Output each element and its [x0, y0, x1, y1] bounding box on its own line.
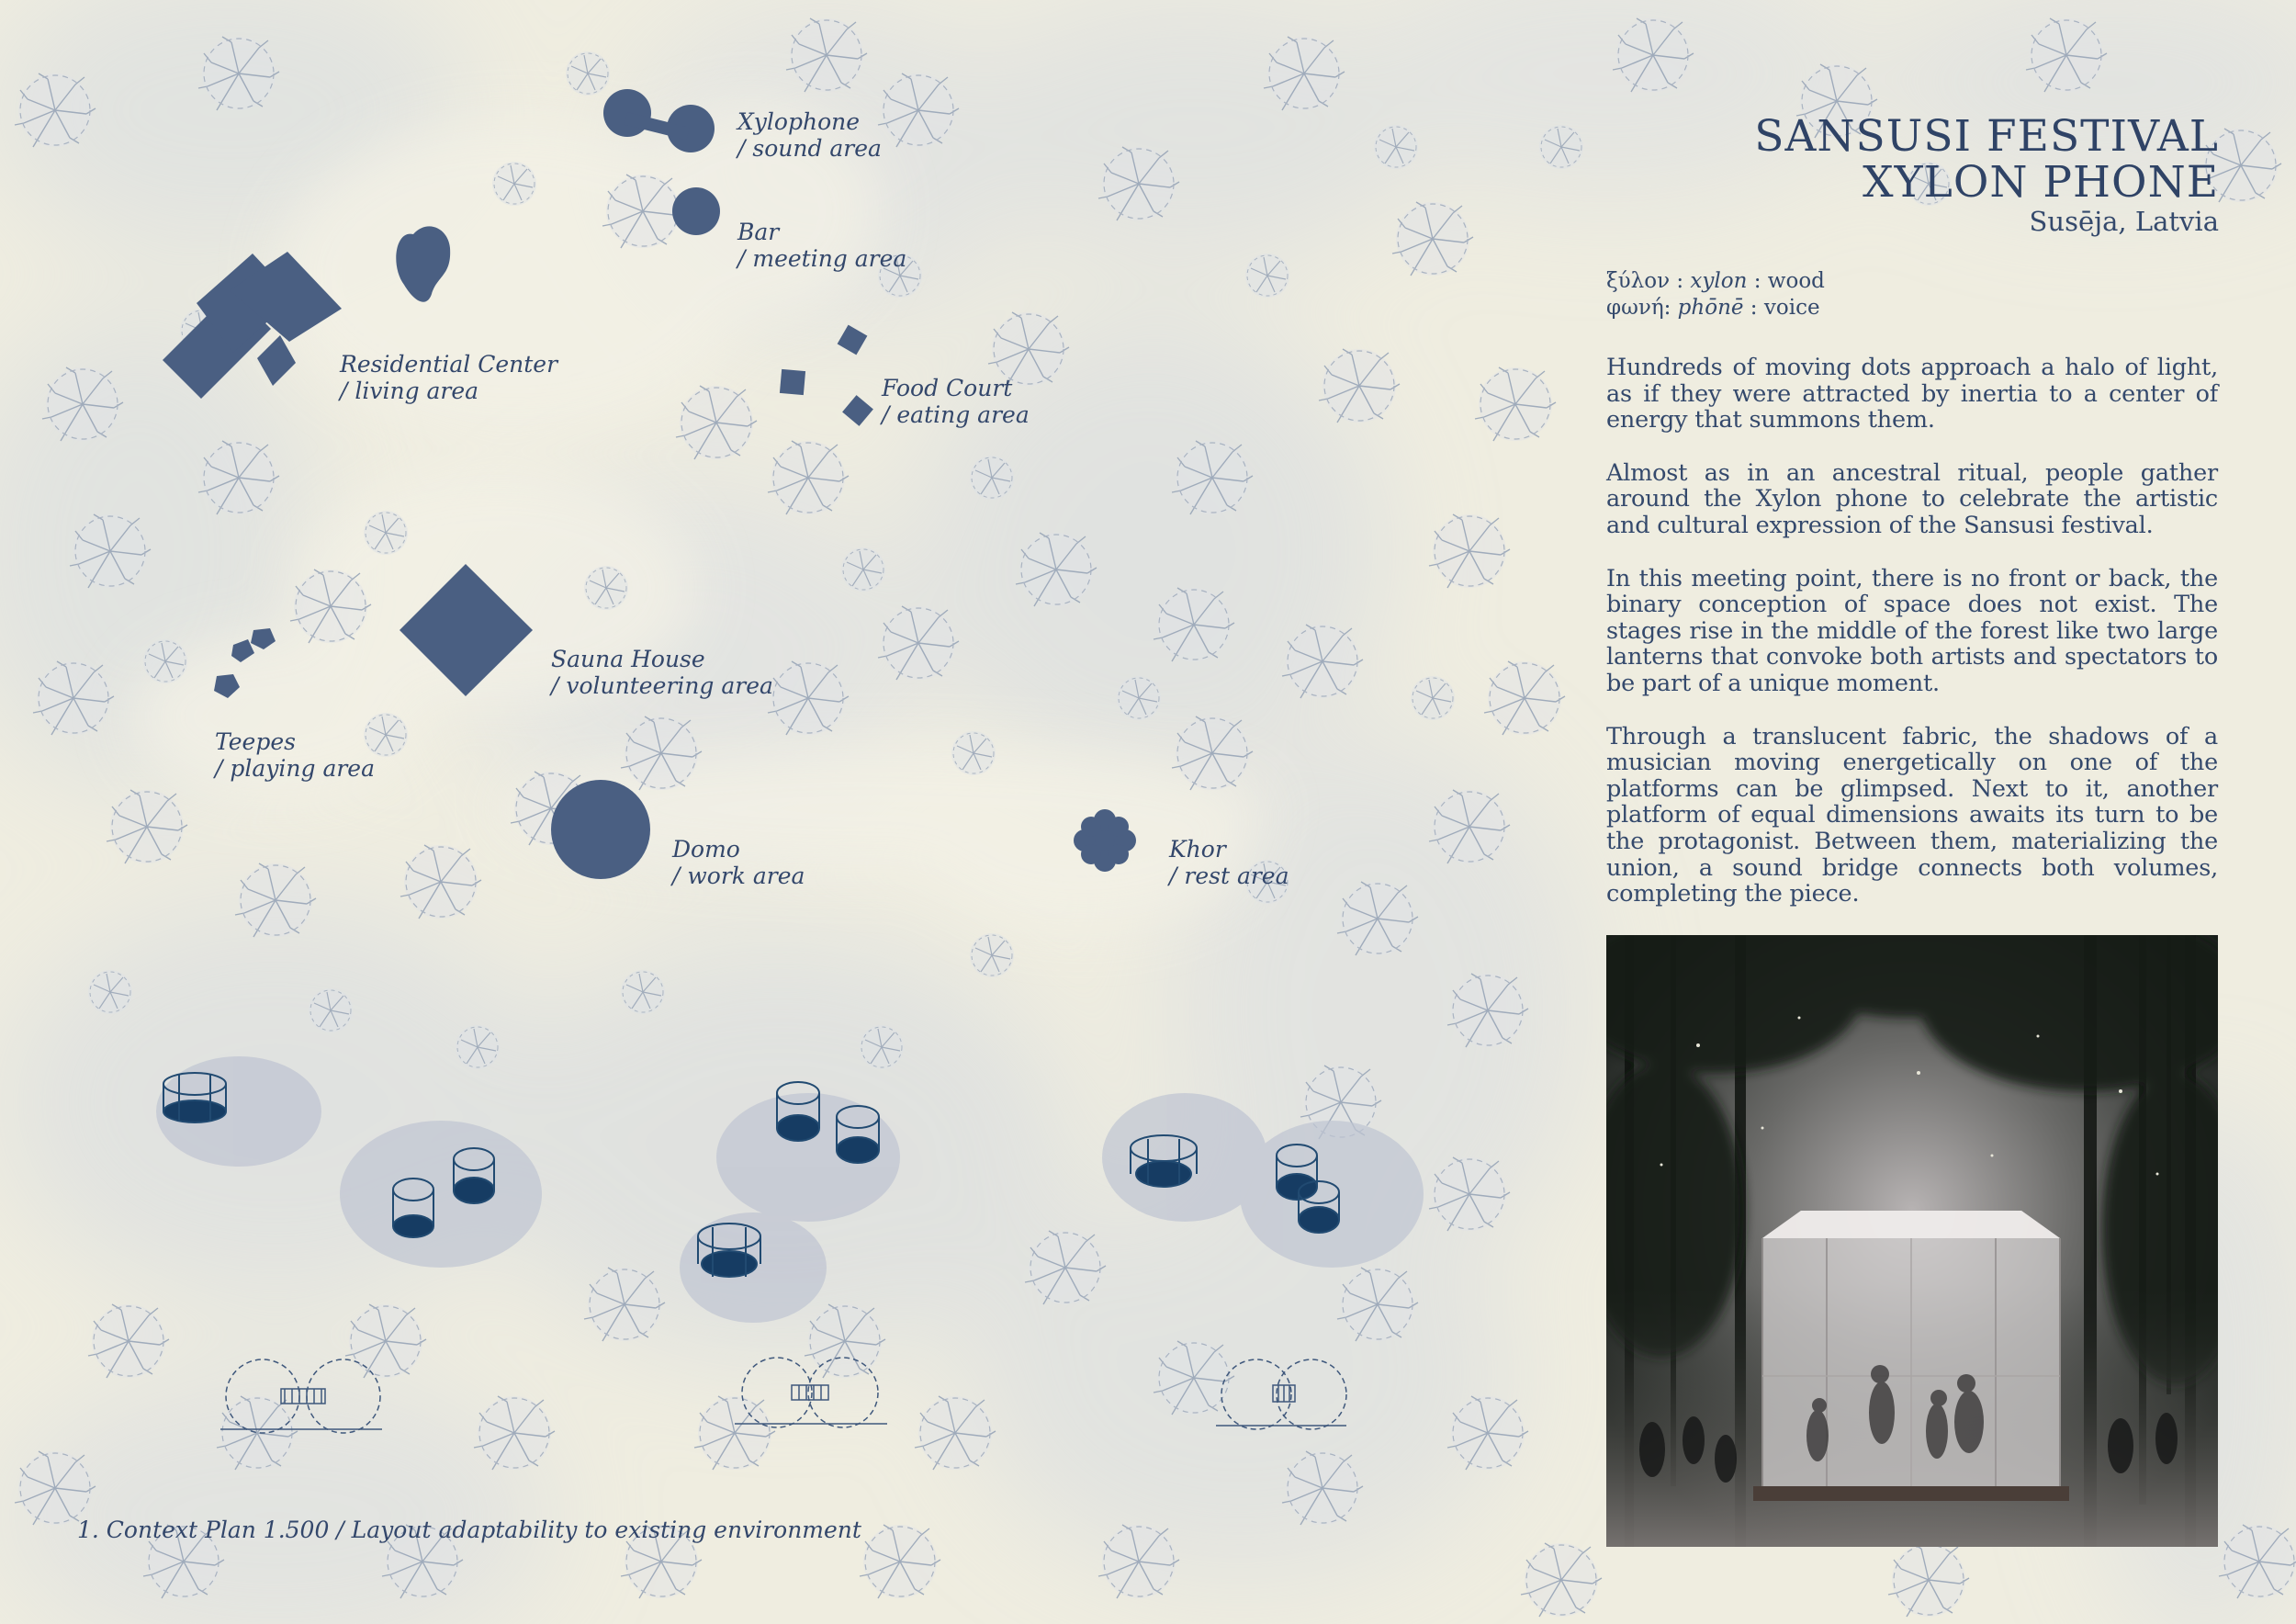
title-line-2: XYLON PHONE [1863, 157, 2219, 208]
bar-shape [672, 187, 720, 235]
label-residential-area: / living area [340, 378, 479, 404]
label-bar-area: / meeting area [737, 245, 907, 272]
title-line-1: SANSUSI FESTIVAL [1754, 111, 2219, 162]
location: Susēja, Latvia [2029, 206, 2219, 237]
title-block [1754, 111, 2219, 237]
label-food-court [882, 375, 1030, 428]
label-bar-name: Bar [737, 219, 780, 245]
label-bar [737, 219, 906, 272]
etymology-greek: φωνή: [1606, 296, 1671, 320]
lantern-render-image [1606, 935, 2218, 1547]
label-domo-area: / work area [672, 863, 805, 889]
label-food-court-area: / eating area [882, 401, 1030, 428]
etymology-meaning: : voice [1743, 296, 1820, 320]
label-khor [1169, 836, 1289, 889]
paragraph-4: Through a translucent fabric, the shadows of a musician moving energetically on one of the platforms can be glimpsed. Next to it, another platform of equal dimensions awaits its turn to be the protagonist. Between them, materializing the union, a sound bridge connects both volumes, completing the piece. [1606, 722, 2218, 908]
etymology-translit: xylon [1683, 269, 1748, 293]
label-teepes-area: / playing area [215, 755, 375, 782]
etymology [1606, 268, 1825, 321]
label-xylophone-name: Xylophone [737, 108, 861, 135]
domo-shape [551, 780, 650, 879]
etymology-greek: ξύλον : [1606, 269, 1684, 293]
label-residential-name: Residential Center [340, 351, 558, 378]
label-food-court-name: Food Court [882, 375, 1013, 401]
label-domo-name: Domo [672, 836, 740, 863]
etymology-xylon [1606, 268, 1825, 295]
paragraph-3: In this meeting point, there is no front or back, the binary conception of space does not exist. The stages rise in the middle of the forest like two large lanterns that convoke both artists and spectators to be part of a unique moment. [1606, 564, 2218, 697]
etymology-translit: phōnē [1671, 296, 1744, 320]
label-teepes [215, 728, 375, 782]
label-xylophone-area: / sound area [737, 135, 882, 162]
etymology-phone [1606, 295, 1825, 321]
label-khor-area: / rest area [1169, 863, 1289, 889]
etymology-meaning: : wood [1747, 269, 1825, 293]
paragraph-2: Almost as in an ancestral ritual, people gather around the Xylon phone to celebrate the artistic and cultural expression of the Sansusi festival. [1606, 458, 2218, 539]
figure-caption: 1. Context Plan 1.500 / Layout adaptability to existing environment [77, 1517, 861, 1543]
label-teepes-name: Teepes [215, 728, 296, 755]
label-domo [672, 836, 805, 889]
label-sauna-area: / volunteering area [551, 672, 773, 699]
label-sauna-house [551, 646, 773, 699]
label-residential-center [340, 351, 557, 404]
label-sauna-name: Sauna House [551, 646, 705, 672]
food-court-shape [780, 325, 873, 426]
description-text [1606, 355, 2218, 934]
paragraph-1: Hundreds of moving dots approach a halo of light, as if they were attracted by inertia to a center of energy that summons them. [1606, 354, 2218, 434]
label-khor-name: Khor [1169, 836, 1226, 863]
label-xylophone [737, 108, 882, 162]
